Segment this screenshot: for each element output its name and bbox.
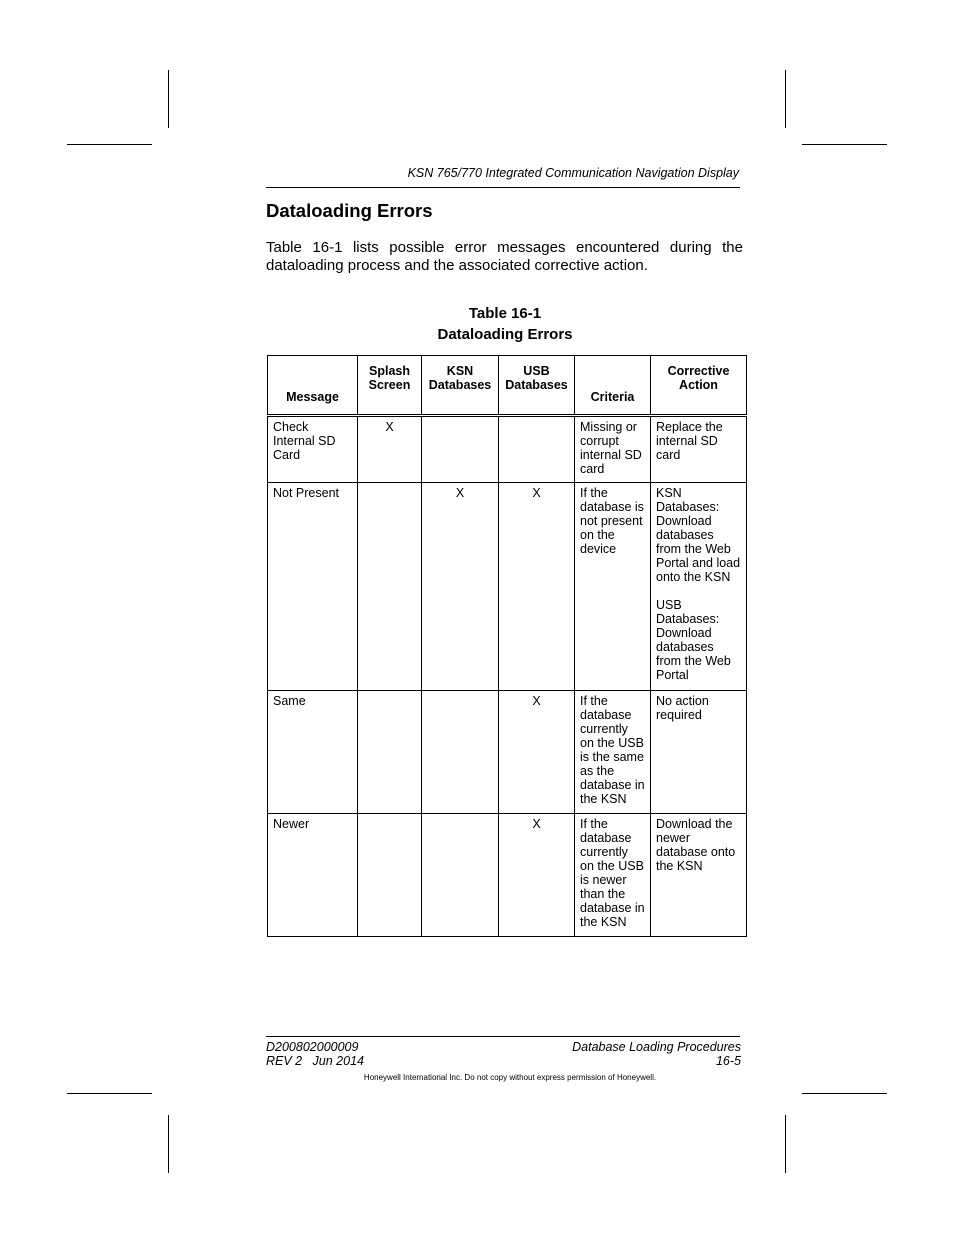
- running-header: KSN 765/770 Integrated Communication Navigation Display: [407, 166, 739, 180]
- cell-usb-databases: X: [499, 691, 575, 814]
- crop-mark: [168, 70, 169, 128]
- doc-number: D200802000009: [266, 1040, 359, 1054]
- col-header-splash-screen: Splash Screen: [358, 356, 422, 416]
- cell-criteria: Missing or corrupt internal SD card: [575, 416, 651, 483]
- col-header-message: Message: [268, 356, 358, 416]
- action-text: KSN Databases: Download databases from the Web Portal and load onto the KSN: [656, 486, 741, 584]
- chapter-title: Database Loading Procedures: [572, 1040, 741, 1054]
- crop-mark: [802, 144, 887, 145]
- cell-ksn-databases: X: [422, 483, 499, 691]
- crop-mark: [168, 1115, 169, 1173]
- cell-criteria: If the database is not present on the device: [575, 483, 651, 691]
- cell-ksn-databases: [422, 691, 499, 814]
- cell-corrective-action: [651, 691, 747, 814]
- table-row: [268, 483, 747, 691]
- section-title: Dataloading Errors: [266, 200, 433, 221]
- table-title: Dataloading Errors: [437, 326, 573, 343]
- crop-mark: [785, 70, 786, 128]
- cell-message: Not Present: [268, 483, 358, 691]
- action-text: USB Databases: Download databases from the Web Portal: [656, 598, 731, 682]
- cell-corrective-action: [651, 416, 747, 483]
- crop-mark: [785, 1115, 786, 1173]
- action-text: Replace the internal SD card: [656, 420, 723, 462]
- col-header-usb-databases: USB Databases: [499, 356, 575, 416]
- cell-ksn-databases: [422, 814, 499, 937]
- cell-splash-screen: [358, 691, 422, 814]
- cell-splash-screen: X: [358, 416, 422, 483]
- header-rule: [266, 187, 740, 188]
- cell-usb-databases: [499, 416, 575, 483]
- cell-message: Check Internal SD Card: [268, 416, 358, 483]
- cell-message: Same: [268, 691, 358, 814]
- cell-message: Newer: [268, 814, 358, 937]
- table-number: Table 16-1: [468, 305, 542, 322]
- errors-table: [267, 355, 747, 937]
- crop-mark: [67, 144, 152, 145]
- crop-mark: [802, 1093, 887, 1094]
- table-header-row: [268, 356, 747, 416]
- action-text: Download the newer database onto the KSN: [656, 817, 736, 873]
- intro-paragraph: Table 16-1 lists possible error messages encountered during the dataloading process and the associated corrective action.: [266, 239, 743, 274]
- page-number: 16-5: [715, 1054, 741, 1068]
- cell-usb-databases: X: [499, 483, 575, 691]
- footer-left: [266, 1040, 364, 1068]
- copyright-notice: Honeywell International Inc. Do not copy without express permission of Honeywell.: [363, 1073, 657, 1082]
- cell-corrective-action: [651, 814, 747, 937]
- footer-right: [572, 1040, 741, 1068]
- cell-criteria: If the database currently on the USB is the same as the database in the KSN: [575, 691, 651, 814]
- footer-rule: [266, 1036, 740, 1037]
- cell-usb-databases: X: [499, 814, 575, 937]
- col-header-criteria: Criteria: [575, 356, 651, 416]
- col-header-corrective-action: Corrective Action: [651, 356, 747, 416]
- cell-criteria: If the database currently on the USB is newer than the database in the KSN: [575, 814, 651, 937]
- col-header-ksn-databases: KSN Databases: [422, 356, 499, 416]
- action-text: No action required: [656, 694, 709, 722]
- cell-corrective-action: [651, 483, 747, 691]
- revision: REV 2 Jun 2014: [266, 1054, 364, 1068]
- table-row: [268, 814, 747, 937]
- cell-splash-screen: [358, 814, 422, 937]
- cell-splash-screen: [358, 483, 422, 691]
- table-row: [268, 416, 747, 483]
- crop-mark: [67, 1093, 152, 1094]
- table-row: [268, 691, 747, 814]
- cell-ksn-databases: [422, 416, 499, 483]
